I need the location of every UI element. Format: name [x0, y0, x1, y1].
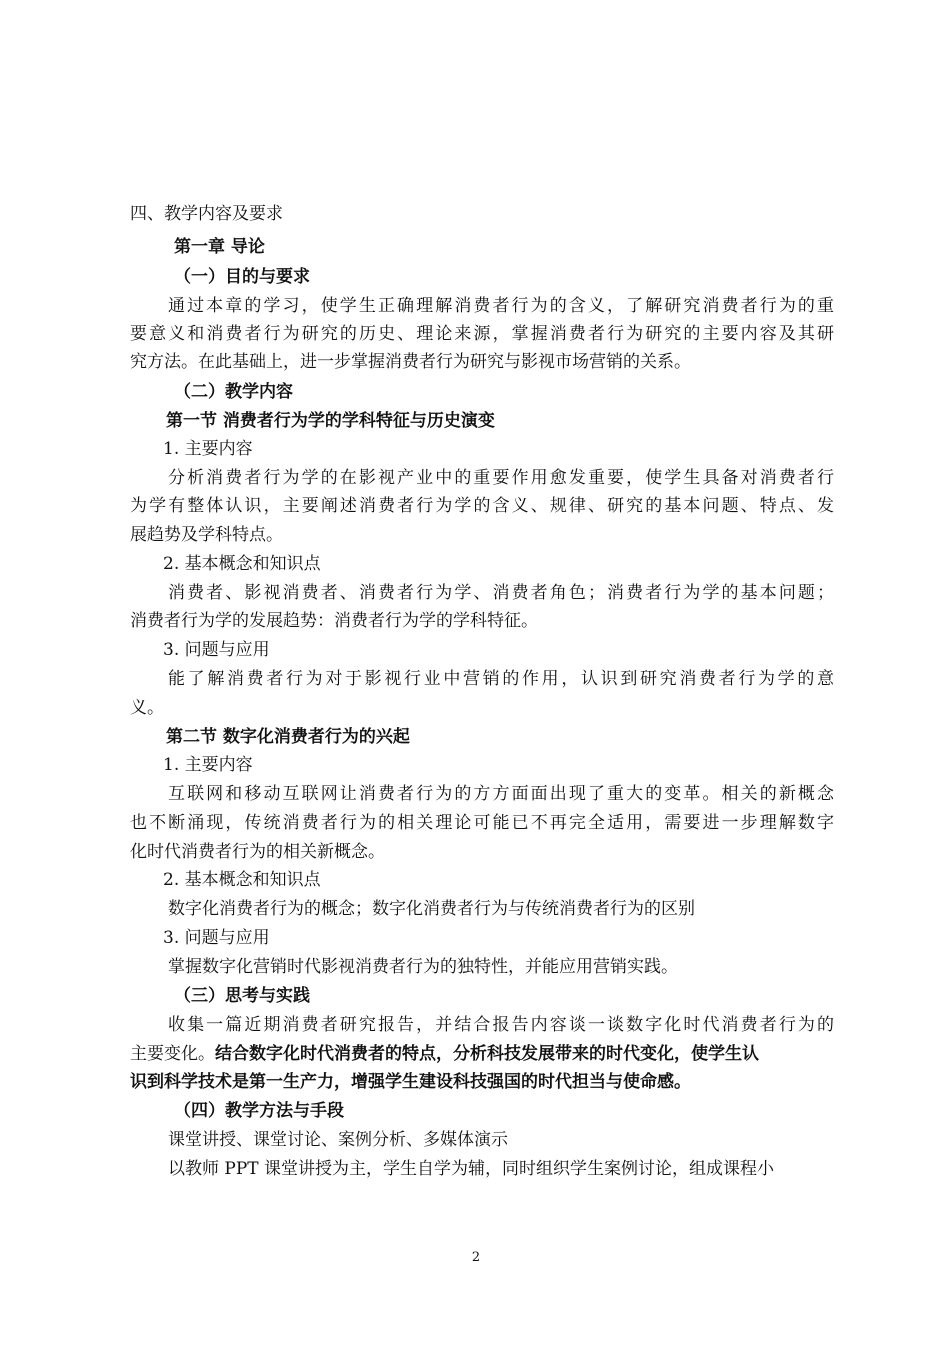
- section2-title: 第二节 数字化消费者行为的兴起: [166, 727, 410, 747]
- part3-line-3-bold: 识到科学技术是第一生产力，增强学生建设科技强国的时代担当与使命感。: [130, 1072, 691, 1092]
- section1-item1-label: 1. 主要内容: [163, 439, 253, 459]
- section2-item1-label: 1. 主要内容: [163, 755, 253, 775]
- part3-line-2-normal: 主要变化。: [130, 1044, 215, 1064]
- section1-item3-label: 3. 问题与应用: [163, 640, 270, 660]
- section1-item1-line-1: 分析消费者行为学的在影视产业中的重要作用愈发重要，使学生具备对消费者行: [168, 468, 834, 488]
- section1-item2-line-1: 消费者、影视消费者、消费者行为学、消费者角色；消费者行为学的基本问题；: [168, 583, 834, 603]
- section2-item2-label: 2. 基本概念和知识点: [163, 870, 321, 890]
- chapter-title: 第一章 导论: [174, 237, 265, 257]
- section1-title: 第一节 消费者行为学的学科特征与历史演变: [166, 411, 495, 431]
- part2-heading: （二）教学内容: [174, 382, 293, 402]
- part4-line-1: 课堂讲授、课堂讨论、案例分析、多媒体演示: [168, 1130, 508, 1150]
- section1-item3-line-2: 义。: [130, 698, 164, 718]
- part3-line-2-bold: 结合数字化时代消费者的特点，分析科技发展带来的时代变化，使学生认: [215, 1044, 759, 1064]
- section2-item1-line-3: 化时代消费者行为的相关新概念。: [130, 842, 385, 862]
- part4-line-2: 以教师 PPT 课堂讲授为主，学生自学为辅，同时组织学生案例讨论，组成课程小: [168, 1159, 775, 1179]
- part3-line-1: 收集一篇近期消费者研究报告，并结合报告内容谈一谈数字化时代消费者行为的: [168, 1015, 834, 1035]
- section1-item2-label: 2. 基本概念和知识点: [163, 554, 321, 574]
- section-title: 四、教学内容及要求: [130, 204, 283, 224]
- section1-item1-line-3: 展趋势及学科特点。: [130, 525, 283, 545]
- part1-line-1: 通过本章的学习，使学生正确理解消费者行为的含义，了解研究消费者行为的重: [168, 296, 834, 316]
- section1-item3-line-1: 能了解消费者行为对于影视行业中营销的作用，认识到研究消费者行为学的意: [168, 669, 834, 689]
- section1-item1-line-2: 为学有整体认识，主要阐述消费者行为学的含义、规律、研究的基本问题、特点、发: [130, 496, 834, 516]
- page-number: 2: [471, 1250, 481, 1265]
- section1-item2-line-2: 消费者行为学的发展趋势：消费者行为学的学科特征。: [130, 611, 538, 631]
- section2-item3-line-1: 掌握数字化营销时代影视消费者行为的独特性，并能应用营销实践。: [168, 957, 678, 977]
- part3-heading: （三）思考与实践: [174, 986, 310, 1006]
- part3-line-2: [130, 1043, 759, 1065]
- section2-item1-line-1: 互联网和移动互联网让消费者行为的方方面面出现了重大的变革。相关的新概念: [168, 784, 834, 804]
- part1-line-2: 要意义和消费者行为研究的历史、理论来源，掌握消费者行为研究的主要内容及其研: [130, 324, 834, 344]
- part1-line-3: 究方法。在此基础上，进一步掌握消费者行为研究与影视市场营销的关系。: [130, 352, 691, 372]
- part1-heading: （一）目的与要求: [174, 267, 310, 287]
- section2-item3-label: 3. 问题与应用: [163, 928, 270, 948]
- section2-item1-line-2: 也不断涌现，传统消费者行为的相关理论可能已不再完全适用，需要进一步理解数字: [130, 813, 834, 833]
- part4-heading: （四）教学方法与手段: [174, 1101, 344, 1121]
- section2-item2-line-1: 数字化消费者行为的概念；数字化消费者行为与传统消费者行为的区别: [168, 899, 695, 919]
